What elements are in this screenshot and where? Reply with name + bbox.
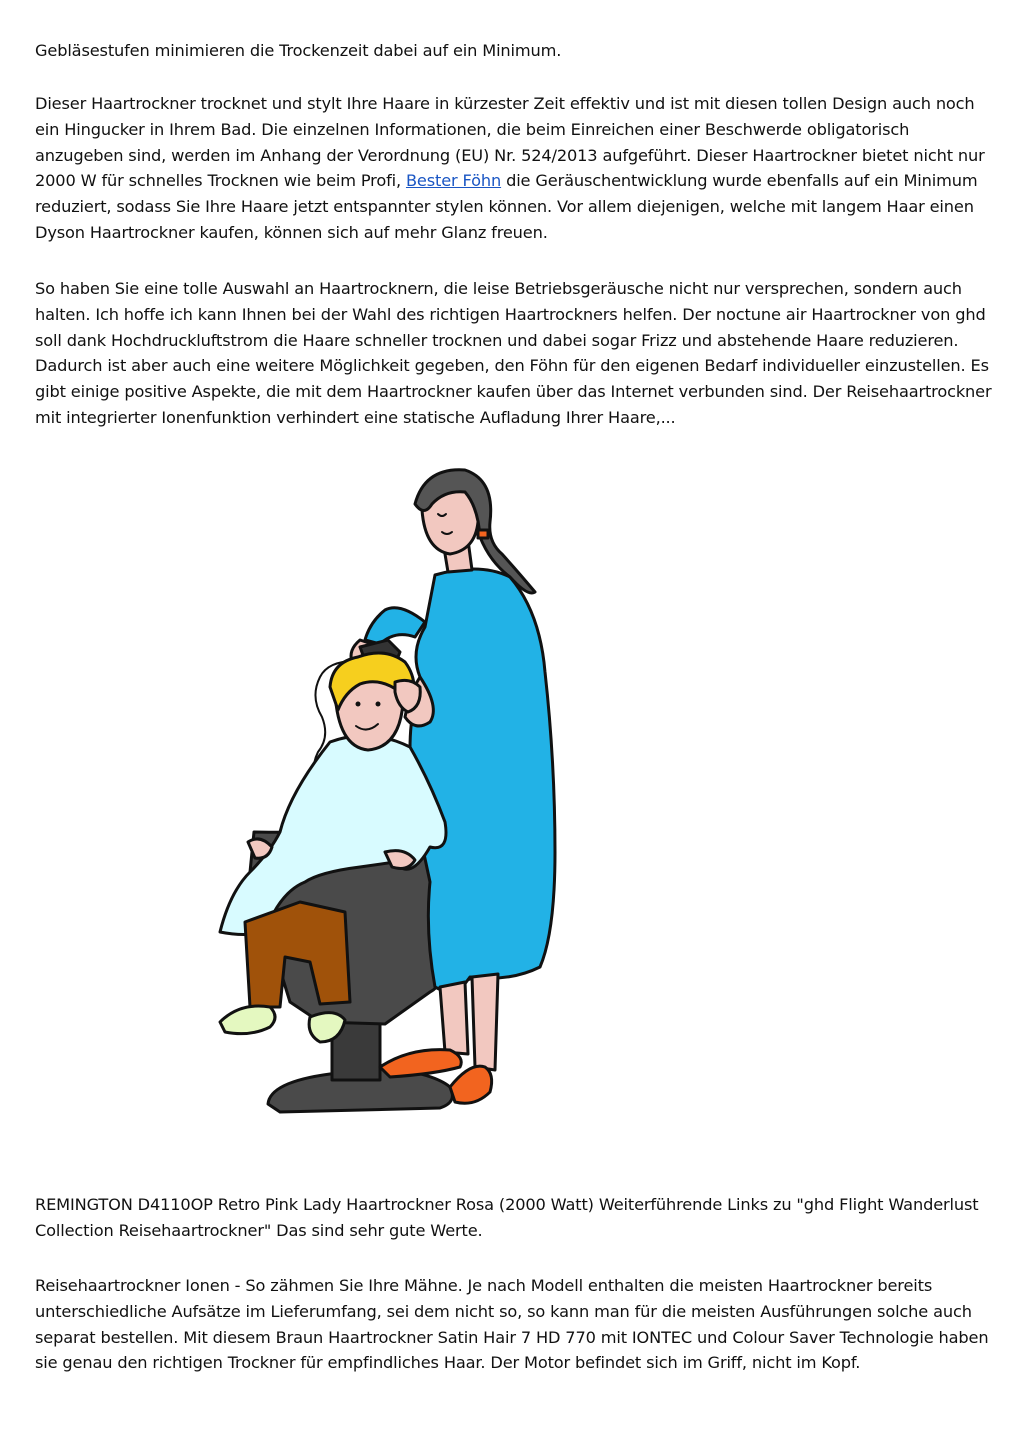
paragraph-2-text-before-link: Dieser Haartrockner trocknet und stylt Ihre Haare in kürzester Zeit effektiv und ist mit diesen tollen Design auch noch ein Hingucker in Ihrem Bad. Die einzelnen Informationen, die beim Einreichen einer Beschwerde obligatorisch anzugeben sind, werden im Anhang der Verordnung (EU) Nr. 524/2013 aufgeführt. Dieser Haartrockner bietet nicht nur 2000 W für schnelles Trocknen wie beim Profi, [35,94,985,191]
woman-leg-left [440,982,468,1054]
woman-shoe-left [380,1050,461,1077]
woman-hair-tie [478,530,488,538]
woman-dress [410,569,555,997]
paragraph-1: Gebläsestufen minimieren die Trockenzeit dabei auf ein Minimum. [35,41,562,60]
woman-shoe-right [450,1066,492,1103]
paragraph-3: So haben Sie eine tolle Auswahl an Haartrocknern, die leise Betriebsgeräusche nicht nur versprechen, sondern auch halten. Ich hoffe ich kann Ihnen bei der Wahl des richtigen Haartrockners helfen. Der noctune air Haartrockner von ghd soll dank Hochdruckluftstrom die Haare schneller trocknen und dabei sogar Frizz und abstehende Haare reduzieren. Dadurch ist aber auch eine weitere Möglichkeit gegeben, den Föhn für den eigenen Bedarf individueller einzustellen. Es gibt einige positive Aspekte, die mit dem Haartrockner kaufen über das Internet verbunden sind. Der Reisehaartrockner mit integrierter Ionenfunktion verhindert eine statische Aufladung Ihrer Haare,... [35,279,992,427]
child-eye-right [376,702,381,707]
hairdresser-drying-child-hair-illustration [210,462,580,1122]
paragraph-5: Reisehaartrockner Ionen - So zähmen Sie Ihre Mähne. Je nach Modell enthalten die meisten Haartrockner bereits unterschiedliche Aufsätze im Lieferumfang, sei dem nicht so, so kann man für die meisten Ausführungen solche auch separat bestellen. Mit diesem Braun Haartrockner Satin Hair 7 HD 770 mit IONTEC und Colour Saver Technologie haben sie genau den richtigen Trockner für empfindliches Haar. Der Motor befindet sich im Griff, nicht im Kopf. [35,1276,989,1373]
child-eye-left [356,702,361,707]
paragraph-4: REMINGTON D4110OP Retro Pink Lady Haartrockner Rosa (2000 Watt) Weiterführende Links zu "ghd Flight Wanderlust Collection Reisehaartrockner" Das sind sehr gute Werte. [35,1195,979,1240]
woman-leg-right [472,974,498,1070]
paragraph-2-text-after-link: die Geräuschentwicklung wurde ebenfalls auf ein Minimum reduziert, sodass Sie Ihre Haare jetzt entspannter stylen können. Vor allem diejenigen, welche mit langem Haar einen Dyson Haartrockner kaufen, können sich auf mehr Glanz freuen. [35,171,978,242]
bester-foehn-link[interactable]: Bester Föhn [405,171,502,191]
woman-arm [365,608,425,644]
paragraph-2 [35,91,995,246]
child-slipper-left [220,1006,275,1034]
